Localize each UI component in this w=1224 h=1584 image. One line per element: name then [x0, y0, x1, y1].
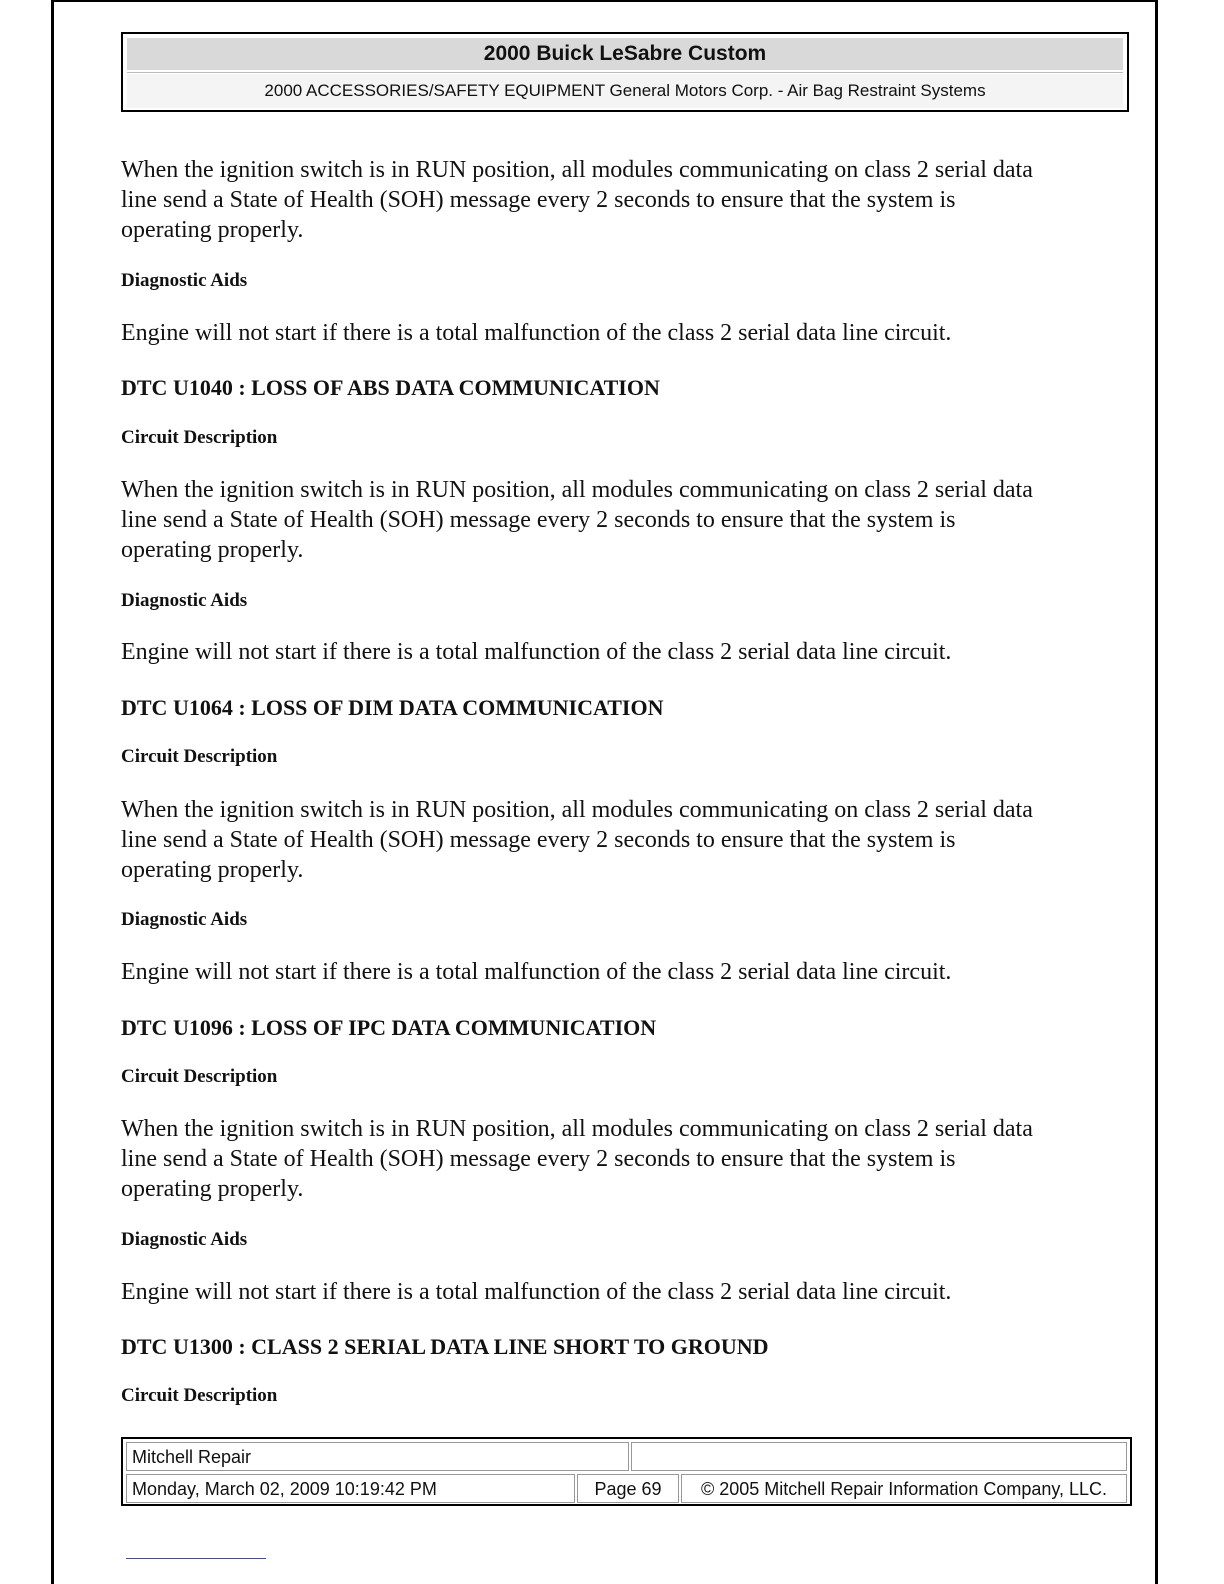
dtc-u1064-heading: DTC U1064 : LOSS OF DIM DATA COMMUNICATION	[121, 695, 664, 720]
page-border-left	[51, 0, 54, 1584]
run-paragraph	[121, 475, 1111, 565]
footer-copyright: © 2005 Mitchell Repair Information Company, LLC.	[681, 1474, 1127, 1503]
run-paragraph-line-1: When the ignition switch is in RUN position, all modules communicating on class 2 serial data	[121, 1116, 1033, 1142]
run-paragraph	[121, 1114, 1111, 1204]
document-footer	[121, 1437, 1132, 1506]
page-border-right	[1155, 0, 1158, 1584]
run-paragraph-line-3: operating properly.	[121, 537, 304, 563]
dtc-u1096-heading: DTC U1096 : LOSS OF IPC DATA COMMUNICATION	[121, 1015, 657, 1040]
run-paragraph-line-1: When the ignition switch is in RUN position, all modules communicating on class 2 serial data	[121, 797, 1033, 823]
circuit-description-heading: Circuit Description	[121, 1385, 278, 1406]
diagnostic-aids-heading: Diagnostic Aids	[121, 1229, 248, 1250]
page-border-top	[51, 0, 1158, 2]
vehicle-title: 2000 Buick LeSabre Custom	[127, 38, 1123, 70]
run-paragraph-line-3: operating properly.	[121, 217, 304, 243]
run-paragraph-line-3: operating properly.	[121, 857, 304, 883]
circuit-description-heading: Circuit Description	[121, 427, 278, 448]
circuit-description-heading: Circuit Description	[121, 1066, 278, 1087]
engine-paragraph: Engine will not start if there is a total malfunction of the class 2 serial data line circuit.	[121, 1279, 952, 1305]
diagnostic-aids-heading: Diagnostic Aids	[121, 590, 248, 611]
dtc-u1300-heading: DTC U1300 : CLASS 2 SERIAL DATA LINE SHORT TO GROUND	[121, 1334, 769, 1359]
run-paragraph-line-2: line send a State of Health (SOH) message every 2 seconds to ensure that the system is	[121, 1146, 956, 1172]
dtc-u1040-heading: DTC U1040 : LOSS OF ABS DATA COMMUNICATION	[121, 375, 660, 400]
header-divider	[127, 72, 1123, 73]
circuit-description-heading: Circuit Description	[121, 746, 278, 767]
run-paragraph-line-2: line send a State of Health (SOH) message every 2 seconds to ensure that the system is	[121, 187, 956, 213]
engine-paragraph: Engine will not start if there is a total malfunction of the class 2 serial data line circuit.	[121, 639, 952, 665]
run-paragraph-line-3: operating properly.	[121, 1176, 304, 1202]
footer-page-number: Page 69	[577, 1474, 679, 1503]
footer-date: Monday, March 02, 2009 10:19:42 PM	[126, 1474, 575, 1503]
footer-empty-cell	[631, 1442, 1127, 1471]
bottom-link-underline[interactable]	[126, 1558, 266, 1559]
footer-source: Mitchell Repair	[126, 1442, 629, 1471]
document-header	[121, 32, 1129, 112]
run-paragraph-line-1: When the ignition switch is in RUN position, all modules communicating on class 2 serial data	[121, 477, 1033, 503]
run-paragraph	[121, 795, 1111, 885]
diagnostic-aids-heading: Diagnostic Aids	[121, 270, 248, 291]
run-paragraph	[121, 155, 1111, 245]
engine-paragraph: Engine will not start if there is a total malfunction of the class 2 serial data line circuit.	[121, 320, 952, 346]
run-paragraph-line-1: When the ignition switch is in RUN position, all modules communicating on class 2 serial data	[121, 157, 1033, 183]
engine-paragraph: Engine will not start if there is a total malfunction of the class 2 serial data line circuit.	[121, 959, 952, 985]
section-subtitle: 2000 ACCESSORIES/SAFETY EQUIPMENT General Motors Corp. - Air Bag Restraint Systems	[127, 74, 1123, 108]
diagnostic-aids-heading: Diagnostic Aids	[121, 909, 248, 930]
run-paragraph-line-2: line send a State of Health (SOH) message every 2 seconds to ensure that the system is	[121, 507, 956, 533]
run-paragraph-line-2: line send a State of Health (SOH) message every 2 seconds to ensure that the system is	[121, 827, 956, 853]
